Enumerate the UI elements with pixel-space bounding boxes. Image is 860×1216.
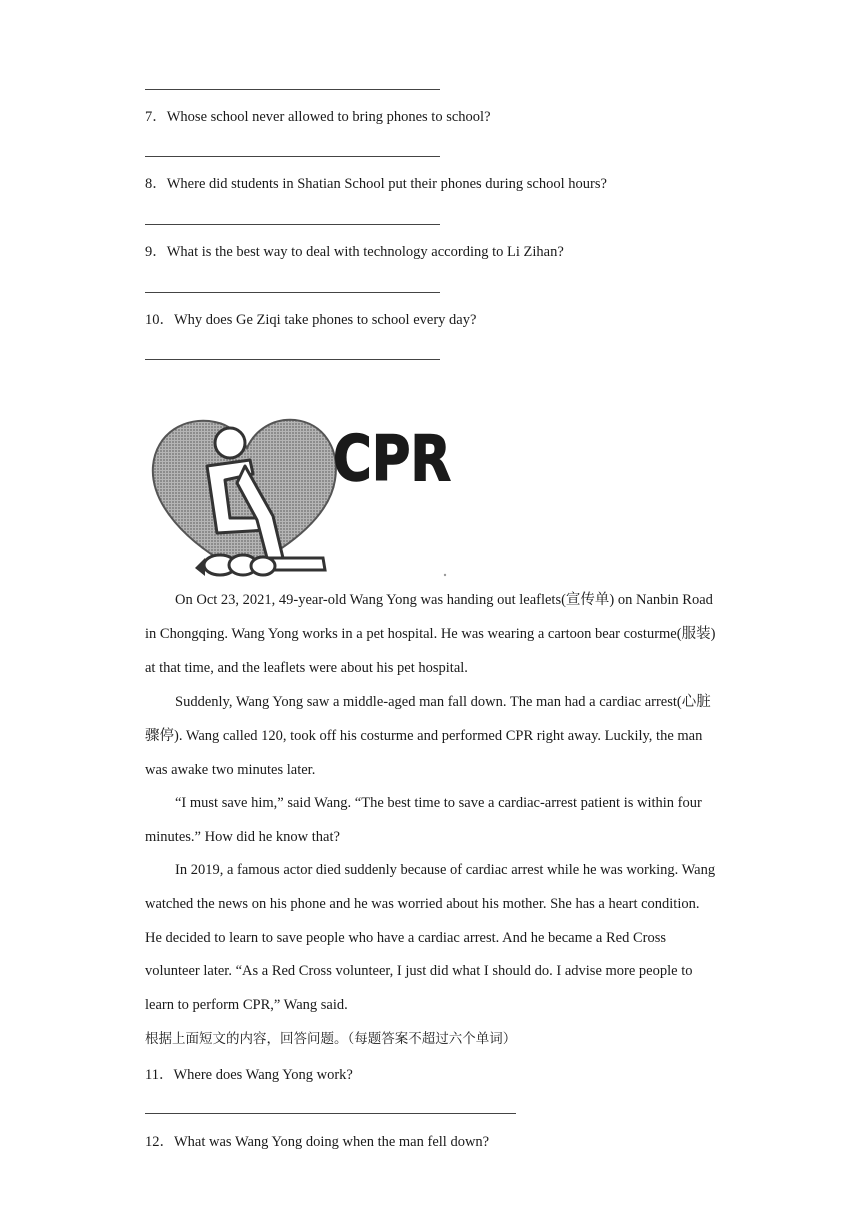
question-text: What was Wang Yong doing when the man fell down? xyxy=(174,1134,490,1150)
cpr-logo-text: CPR xyxy=(333,422,451,495)
cpr-figure xyxy=(145,408,455,583)
answer-line-11[interactable] xyxy=(145,1113,516,1114)
question-7 xyxy=(145,107,491,127)
question-number: 7． xyxy=(145,109,167,125)
passage-paragraph-2: Suddenly, Wang Yong saw a middle-aged man fall down. The man had a cardiac arrest(心脏骤停). Wang called 120, took off his costurme and performed CPR right away. Luckily, the man was awake two minutes later. xyxy=(145,694,711,778)
question-number: 8． xyxy=(145,176,167,192)
question-number: 11． xyxy=(145,1067,174,1083)
question-9 xyxy=(145,242,564,262)
question-10 xyxy=(145,310,476,330)
question-number: 10． xyxy=(145,312,174,328)
question-8 xyxy=(145,174,607,194)
answer-line-8[interactable] xyxy=(145,224,440,225)
question-number: 12． xyxy=(145,1134,174,1150)
answer-line-7[interactable] xyxy=(145,156,440,157)
question-text: Whose school never allowed to bring phones to school? xyxy=(166,109,491,125)
cpr-heart-person-icon xyxy=(145,408,455,583)
instruction-text: 根据上面短文的内容，回答问题。（每题答案不超过六个单词） xyxy=(145,1031,517,1047)
passage-paragraph-4: In 2019, a famous actor died suddenly because of cardiac arrest while he was working. Wang watched the news on his phone and he was worried about his mother. She has a heart condition. He decided to learn to save people who have a cardiac arrest. And he became a Red Cross volunteer later. “As a Red Cross volunteer, I just did what I should do. I advise more people to learn to perform CPR,” Wang said. xyxy=(145,862,716,1014)
question-text: What is the best way to deal with technology according to Li Zihan? xyxy=(166,244,564,260)
answer-line-10[interactable] xyxy=(145,359,440,360)
question-text: Why does Ge Ziqi take phones to school every day? xyxy=(174,312,477,328)
passage-paragraph-3: “I must save him,” said Wang. “The best time to save a cardiac-arrest patient is within four minutes.” How did he know that? xyxy=(145,795,702,845)
question-text: Where does Wang Yong work? xyxy=(173,1067,353,1083)
answer-line-9[interactable] xyxy=(145,292,440,293)
passage-paragraph-1: On Oct 23, 2021, 49-year-old Wang Yong was handing out leaflets(宣传单) on Nanbin Road in Chongqing. Wang Yong works in a pet hospital. He was wearing a cartoon bear costurme(服装) at that time, and the leaflets were about his pet hospital. xyxy=(145,592,716,676)
question-11 xyxy=(145,1065,353,1085)
answer-line-6[interactable] xyxy=(145,89,440,90)
question-number: 9． xyxy=(145,244,167,260)
question-12 xyxy=(145,1132,489,1152)
question-text: Where did students in Shatian School put their phones during school hours? xyxy=(166,176,607,192)
